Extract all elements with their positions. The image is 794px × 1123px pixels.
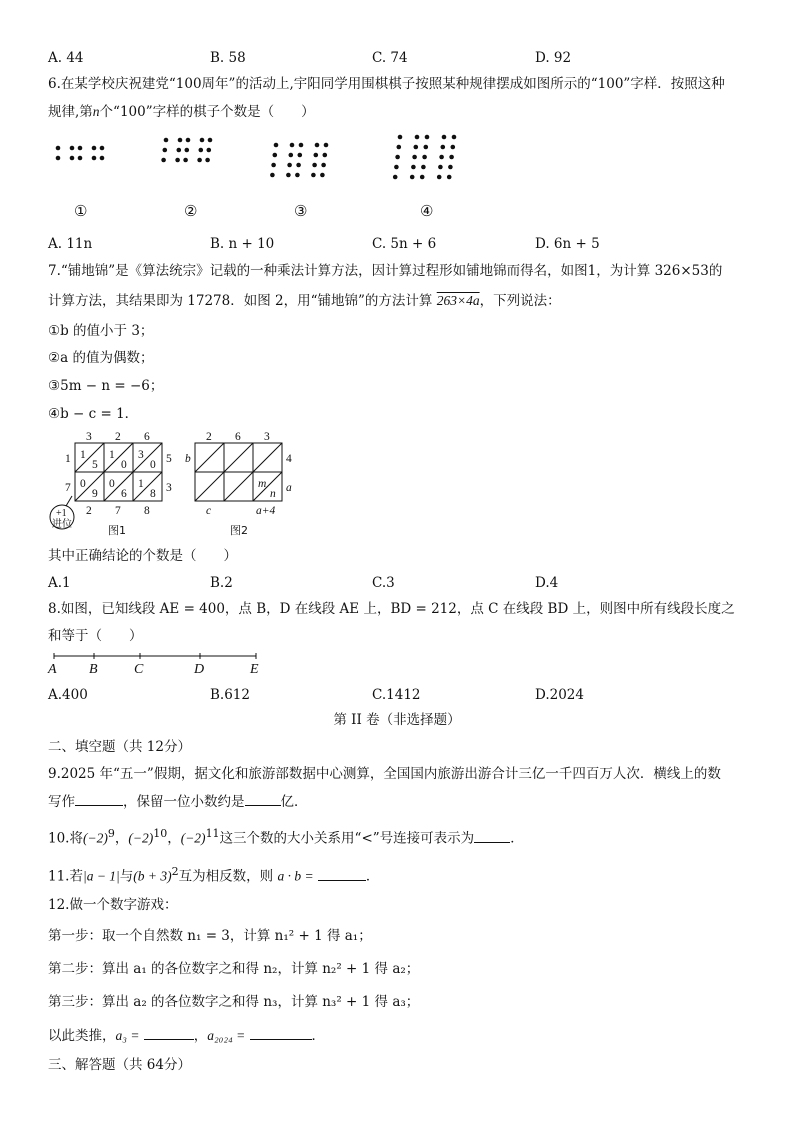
q7-statement-1: ①b 的值小于 3； [48, 323, 154, 339]
q12-title: 12.做一个数字游戏： [48, 897, 178, 913]
q10-line: 10.将$(-2)^9$，$(-2)^{10}$，$(-2)^{11}$这三个数的大小关系用“<”号连接可表示为 ． [48, 827, 524, 847]
q9-line2: 写作 ，保留一位小数约是 亿． [48, 791, 308, 812]
q12-step1: 第一步：取一个自然数 n₁ = 3，计算 n₁² + 1 得 a₁； [48, 928, 372, 944]
q6-option-a: A. 11n [48, 236, 93, 252]
fig1-top-3: 6 [144, 431, 150, 443]
fig1-left-top: 1 [65, 453, 71, 465]
q12-final: 以此类推，a₃ = ，a₂₀₂₄ = ． [48, 1025, 325, 1046]
q8-option-a: A.400 [48, 687, 88, 703]
fig1-cell-1-3a: 3 [138, 449, 144, 461]
q5-option-d: D. 92 [535, 50, 572, 66]
q6-fig-label-2: ② [184, 202, 198, 220]
fig2-left: b [185, 453, 191, 465]
section3-title: 三、解答题（共 64分） [48, 1057, 191, 1073]
fig1-right-2: 3 [166, 482, 172, 494]
q8-stem-line2: 和等于（ ） [48, 628, 143, 644]
q7-option-d: D.4 [535, 575, 559, 591]
fig1-cell-1-1b: 5 [92, 459, 98, 471]
q9-line1: 9.2025 年“五一”假期，据文化和旅游部数据中心测算，全国国内旅游出游合计三亿一千四百万人次．横线上的数 [48, 766, 721, 782]
q12-blank-1[interactable] [144, 1025, 194, 1040]
fig1-caption: 图1 [108, 524, 126, 537]
q7-stem-line1: 7.“铺地锦”是《算法统宗》记载的一种乘法计算方法，因计算过程形如铺地锦而得名，如图1，为计算 326×53的 [48, 263, 723, 279]
q12-step3: 第三步：算出 a₂ 的各位数字之和得 n₃，计算 n₃² + 1 得 a₃； [48, 994, 420, 1010]
q8-option-b: B.612 [210, 687, 250, 703]
q11-blank[interactable] [318, 866, 366, 881]
q7-statement-2: ②a 的值为偶数； [48, 350, 154, 366]
q5-option-b: B. 58 [210, 50, 246, 66]
fig2-top-2: 6 [235, 431, 241, 443]
fig1-top-2: 2 [115, 431, 121, 443]
q5-option-a: A. 44 [48, 50, 84, 66]
q8-point-b: B [89, 662, 98, 677]
q5-option-c: C. 74 [372, 50, 408, 66]
q6-fig-label-3: ③ [294, 202, 308, 220]
fig1-top-1: 3 [86, 431, 92, 443]
q7-option-c: C.3 [372, 575, 395, 591]
fig1-cell-2-2b: 6 [121, 488, 127, 500]
fig2-right-2: a [286, 482, 292, 494]
fig1-cell-1-2a: 1 [109, 449, 115, 461]
fig1-cell-2-1b: 9 [92, 488, 98, 500]
fig1-cell-2-3b: 8 [150, 488, 156, 500]
q8-stem-line1: 8.如图，已知线段 AE = 400，点 B，D 在线段 AE 上，BD = 212，点 C 在线段 BD 上，则图中所有线段长度之 [48, 601, 735, 617]
q8-point-d: D [194, 662, 205, 677]
fig1-cell-1-2b: 0 [121, 459, 127, 471]
q7-option-a: A.1 [48, 575, 71, 591]
q6-fig-label-1: ① [74, 202, 88, 220]
fig1-cell-1-3b: 0 [150, 459, 156, 471]
fig1-right-1: 5 [166, 453, 172, 465]
fig2-top-3: 3 [264, 431, 270, 443]
fig2-caption: 图2 [230, 524, 248, 537]
q7-stem-line2: 计算方法，其结果即为 17278．如图 2，用“铺地锦”的方法计算 263×4a，下列说法： [48, 293, 561, 309]
q10-blank[interactable] [474, 828, 510, 843]
fig2-top-1: 2 [206, 431, 212, 443]
fig2-right-1: 4 [286, 453, 292, 465]
q6-stem-line2: 规律,第n个“100”字样的棋子个数是（ ） [48, 104, 315, 120]
fig1-carry-label: 进位 [52, 519, 72, 530]
fig2-bottom-right: a+4 [256, 505, 276, 517]
q8-point-a: A [48, 662, 57, 677]
q7-statement-4: ④b − c = 1． [48, 406, 139, 422]
q7-question: 其中正确结论的个数是（ ） [48, 548, 237, 564]
q7-statement-3: ③5m − n = −6； [48, 378, 164, 394]
q6-option-c: C. 5n + 6 [372, 236, 437, 252]
q11-line: 11.若|a − 1|与$(b + 3)^2$互为相反数，则 a · b = ． [48, 865, 380, 885]
fig2-cell-m: m [258, 478, 267, 490]
q8-point-e: E [250, 662, 259, 677]
fig1-bottom-1: 2 [86, 505, 92, 517]
q6-fig-label-4: ④ [420, 202, 434, 220]
q12-blank-2[interactable] [250, 1025, 312, 1040]
q6-option-b: B. n + 10 [210, 236, 275, 252]
fig1-carry: +1 [56, 508, 67, 519]
fig2-bottom-left: c [206, 505, 212, 517]
q8-point-c: C [134, 662, 144, 677]
q8-option-c: C.1412 [372, 687, 421, 703]
q8-option-d: D.2024 [535, 687, 584, 703]
part2-title: 第 II 卷（非选择题） [333, 712, 461, 728]
fig1-cell-2-3a: 1 [138, 478, 144, 490]
q12-step2: 第二步：算出 a₁ 的各位数字之和得 n₂，计算 n₂² + 1 得 a₂； [48, 961, 420, 977]
fig1-bottom-3: 8 [144, 505, 150, 517]
q9-blank-2[interactable] [245, 791, 281, 806]
fig1-bottom-2: 7 [115, 505, 121, 517]
q9-blank-1[interactable] [75, 791, 123, 806]
fig1-cell-1-1a: 1 [80, 449, 86, 461]
fig2-cell-n: n [270, 488, 276, 500]
fig1-left-bottom: 7 [65, 482, 71, 494]
q6-stem-line1: 6.在某学校庆祝建党“100周年”的活动上,宇阳同学用围棋棋子按照某种规律摆成如图所示的“100”字样．按照这种 [48, 76, 725, 92]
section2-title: 二、填空题（共 12分） [48, 739, 191, 755]
q6-option-d: D. 6n + 5 [535, 236, 600, 252]
q7-option-b: B.2 [210, 575, 233, 591]
fig1-cell-2-2a: 0 [109, 478, 115, 490]
fig1-cell-2-1a: 0 [80, 478, 86, 490]
